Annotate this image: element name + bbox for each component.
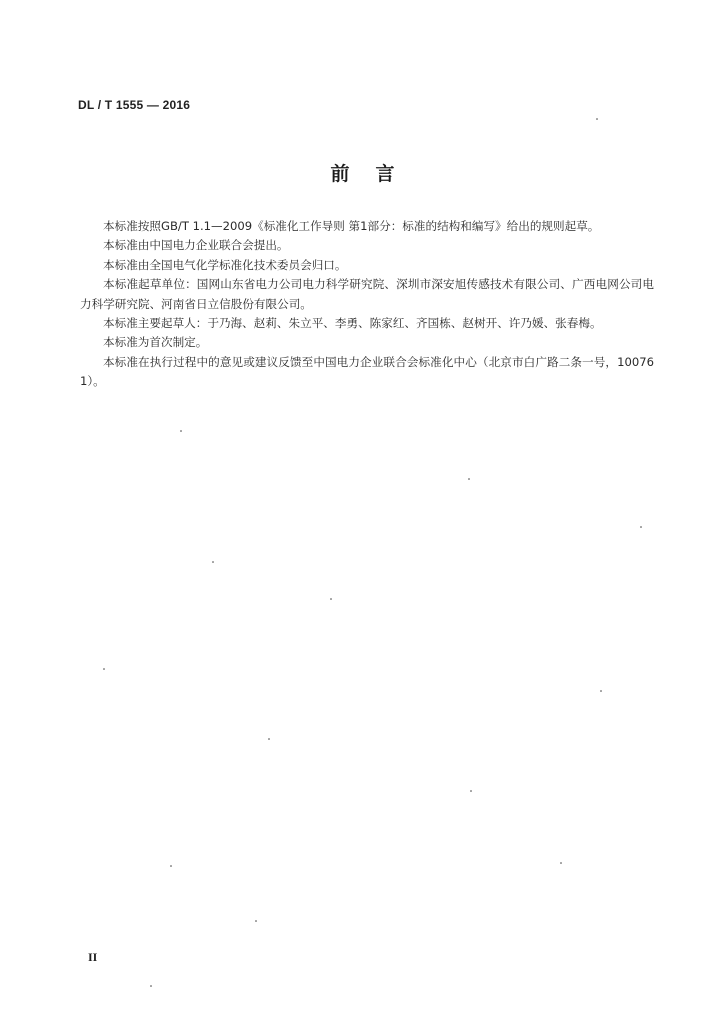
standard-code: DL / T 1555 — 2016	[78, 98, 191, 112]
paragraph-first-edition: 本标准为首次制定。	[103, 335, 208, 350]
foreword-body	[80, 217, 654, 392]
scan-speck	[560, 862, 562, 864]
scan-speck	[330, 598, 332, 600]
scan-speck	[468, 478, 470, 480]
paragraph-drafting-organizations: 本标准起草单位：国网山东省电力公司电力科学研究院、深圳市深安旭传感技术有限公司、广西电网公司电力科学研究院、河南省日立信股份有限公司。	[80, 277, 654, 311]
scan-speck	[212, 561, 214, 563]
paragraph-drafters: 本标准主要起草人：于乃海、赵莉、朱立平、李勇、陈家红、齐国栋、赵树开、许乃媛、张春梅。	[103, 316, 602, 331]
paragraph-feedback-contact: 本标准在执行过程中的意见或建议反馈至中国电力企业联合会标准化中心（北京市白广路二条一号，100761）。	[80, 354, 654, 389]
scan-speck	[255, 920, 257, 922]
scan-speck	[170, 865, 172, 867]
scan-speck	[640, 526, 642, 528]
scan-speck	[596, 118, 598, 120]
scan-speck	[103, 668, 105, 670]
scan-speck	[470, 790, 472, 792]
scan-speck	[180, 430, 182, 432]
scan-speck	[268, 738, 270, 740]
paragraph-technical-committee: 本标准由全国电气化学标准化技术委员会归口。	[103, 257, 347, 272]
page-number: II	[88, 950, 98, 964]
section-title: 前言	[330, 163, 421, 185]
scan-speck	[600, 690, 602, 692]
scan-speck	[150, 985, 152, 987]
paragraph-drafting-rules: 本标准按照GB/T 1.1—2009《标准化工作导则 第1部分：标准的结构和编写》给出的规则起草。	[103, 219, 600, 233]
paragraph-proposer: 本标准由中国电力企业联合会提出。	[103, 238, 289, 253]
